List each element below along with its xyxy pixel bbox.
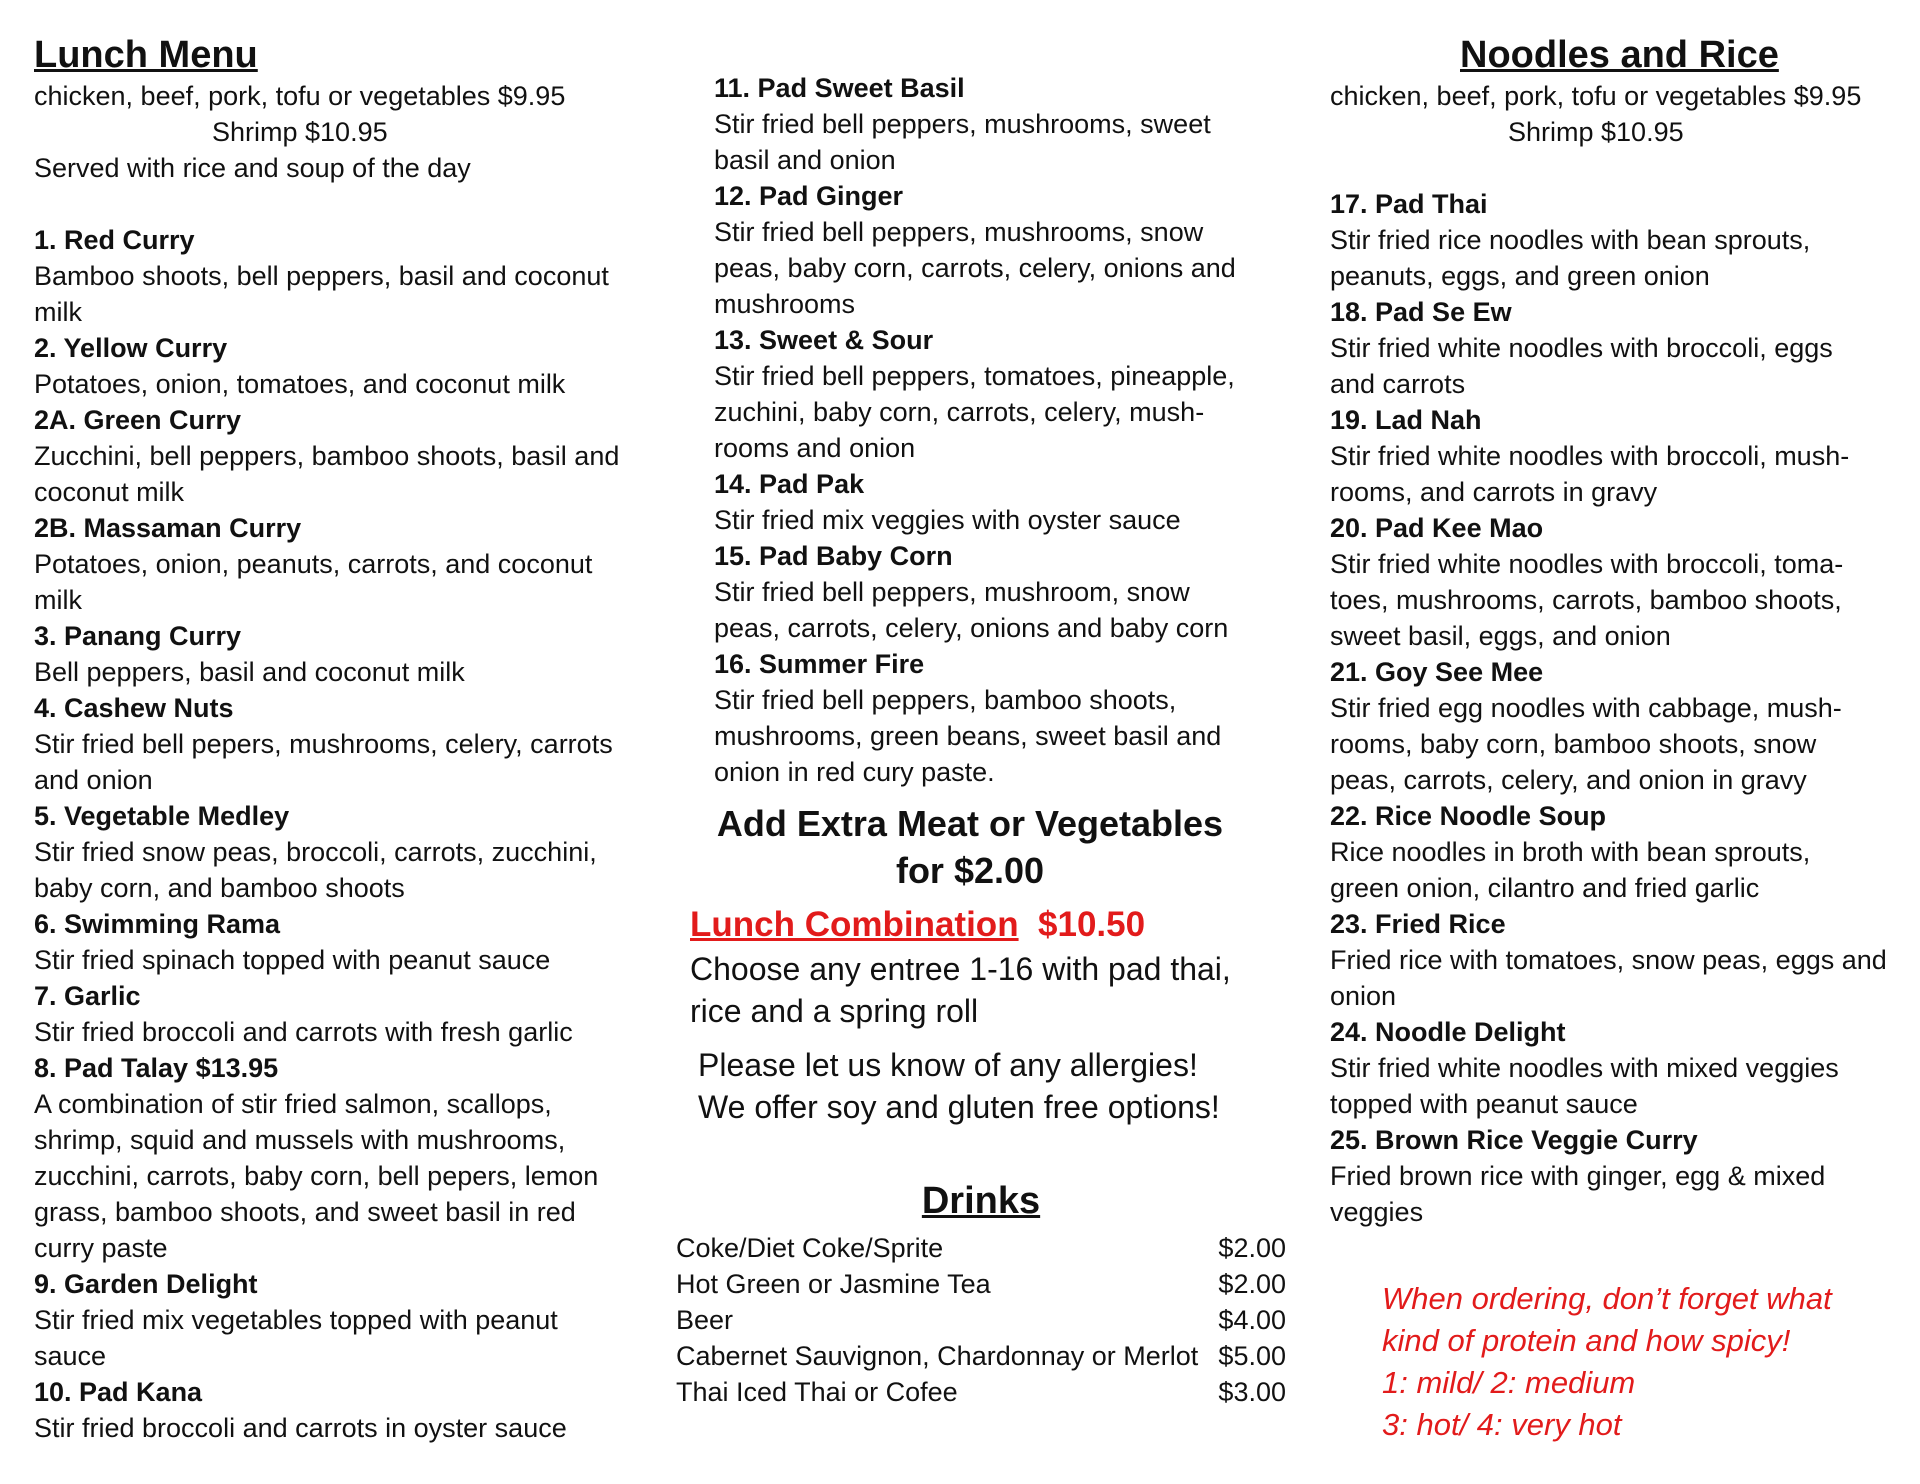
drink-price: $2.00 bbox=[1218, 1269, 1286, 1299]
menu-item-description: Stir fried bell peppers, tomatoes, pineapple, bbox=[714, 361, 1235, 391]
menu-item-description: Zucchini, bell peppers, bamboo shoots, basil and bbox=[34, 441, 620, 471]
drinks-list bbox=[676, 1230, 1286, 1410]
drink-name: Cabernet Sauvignon, Chardonnay or Merlot bbox=[676, 1341, 1199, 1371]
lunch-shrimp-price: Shrimp $10.95 bbox=[212, 117, 388, 147]
menu-item-title: 16. Summer Fire bbox=[714, 649, 925, 679]
drink-name: Hot Green or Jasmine Tea bbox=[676, 1269, 991, 1299]
drink-price: $3.00 bbox=[1218, 1377, 1286, 1407]
menu-item-description: milk bbox=[34, 297, 82, 327]
menu-item-description: Stir fried bell pepers, mushrooms, celery, carrots bbox=[34, 729, 613, 759]
menu-item-title: 10. Pad Kana bbox=[34, 1377, 203, 1407]
menu-item-description: rooms, baby corn, bamboo shoots, snow bbox=[1330, 729, 1817, 759]
lunch-menu-items-continued bbox=[690, 70, 1310, 790]
menu-item-description: peanuts, eggs, and green onion bbox=[1330, 261, 1710, 291]
menu-item-description: rooms and onion bbox=[714, 433, 916, 463]
menu-item-description: sweet basil, eggs, and onion bbox=[1330, 621, 1671, 651]
menu-item-title: 18. Pad Se Ew bbox=[1330, 297, 1512, 327]
drink-price: $4.00 bbox=[1218, 1305, 1286, 1335]
menu-item-description: Stir fried white noodles with broccoli, eggs bbox=[1330, 333, 1833, 363]
spicy-note-line: 3: hot/ 4: very hot bbox=[1382, 1407, 1622, 1442]
menu-item-title: 14. Pad Pak bbox=[714, 469, 865, 499]
menu-item-description: toes, mushrooms, carrots, bamboo shoots, bbox=[1330, 585, 1842, 615]
menu-item-title: 8. Pad Talay $13.95 bbox=[34, 1053, 279, 1083]
menu-item-description: Potatoes, onion, peanuts, carrots, and coconut bbox=[34, 549, 593, 579]
drinks-heading: Drinks bbox=[921, 1180, 1041, 1222]
combo-desc-line2: rice and a spring roll bbox=[690, 993, 979, 1029]
spicy-level-note bbox=[1330, 1278, 1910, 1446]
menu-item-description: Stir fried bell peppers, mushroom, snow bbox=[714, 577, 1190, 607]
menu-item-title: 21. Goy See Mee bbox=[1330, 657, 1544, 687]
menu-item-description: Stir fried spinach topped with peanut sauce bbox=[34, 945, 551, 975]
menu-item-title: 4. Cashew Nuts bbox=[34, 693, 234, 723]
middle-column bbox=[676, 70, 1310, 1410]
drink-row bbox=[676, 1338, 1286, 1374]
noodles-shrimp-price: Shrimp $10.95 bbox=[1508, 117, 1684, 147]
menu-item-description: topped with peanut sauce bbox=[1330, 1089, 1638, 1119]
menu-item-title: 15. Pad Baby Corn bbox=[714, 541, 953, 571]
menu-item-description: peas, carrots, celery, onions and baby corn bbox=[714, 613, 1229, 643]
spicy-note-line: 1: mild/ 2: medium bbox=[1382, 1365, 1636, 1400]
menu-item-description: Stir fried broccoli and carrots with fresh garlic bbox=[34, 1017, 573, 1047]
menu-item-description: Stir fried mix veggies with oyster sauce bbox=[714, 505, 1181, 535]
noodles-rice-column bbox=[1330, 32, 1910, 1446]
menu-item-description: Fried brown rice with ginger, egg & mixed bbox=[1330, 1161, 1826, 1191]
drink-row bbox=[676, 1230, 1286, 1266]
menu-item-title: 2A. Green Curry bbox=[34, 405, 242, 435]
menu-item-description: mushrooms bbox=[714, 289, 856, 319]
menu-item-title: 7. Garlic bbox=[34, 981, 141, 1011]
drink-name: Beer bbox=[676, 1305, 734, 1335]
spicy-note-line: When ordering, don’t forget what bbox=[1382, 1281, 1832, 1316]
menu-item-title: 20. Pad Kee Mao bbox=[1330, 513, 1544, 543]
extra-meat-title: Add Extra Meat or Vegetables bbox=[716, 803, 1224, 844]
menu-item-title: 6. Swimming Rama bbox=[34, 909, 281, 939]
menu-item-title: 25. Brown Rice Veggie Curry bbox=[1330, 1125, 1698, 1155]
menu-item-description: mushrooms, green beans, sweet basil and bbox=[714, 721, 1222, 751]
lunch-price-line: chicken, beef, pork, tofu or vegetables $9.95 bbox=[34, 81, 566, 111]
menu-item-description: Stir fried snow peas, broccoli, carrots, zucchini, bbox=[34, 837, 597, 867]
combo-label: Lunch Combination bbox=[690, 905, 1019, 944]
noodles-menu-items bbox=[1330, 186, 1910, 1230]
menu-item-title: 2. Yellow Curry bbox=[34, 333, 228, 363]
menu-item-description: Fried rice with tomatoes, snow peas, eggs and bbox=[1330, 945, 1887, 975]
menu-item-title: 11. Pad Sweet Basil bbox=[714, 73, 965, 103]
menu-item-description: peas, baby corn, carrots, celery, onions and bbox=[714, 253, 1236, 283]
menu-item-description: green onion, cilantro and fried garlic bbox=[1330, 873, 1760, 903]
menu-item-description: onion bbox=[1330, 981, 1397, 1011]
menu-item-description: Stir fried bell peppers, mushrooms, snow bbox=[714, 217, 1204, 247]
drink-price: $5.00 bbox=[1218, 1341, 1286, 1371]
menu-item-title: 17. Pad Thai bbox=[1330, 189, 1488, 219]
menu-item-description: Stir fried rice noodles with bean sprouts, bbox=[1330, 225, 1811, 255]
menu-item-description: baby corn, and bamboo shoots bbox=[34, 873, 405, 903]
menu-item-title: 22. Rice Noodle Soup bbox=[1330, 801, 1607, 831]
noodles-price-line: chicken, beef, pork, tofu or vegetables $9.95 bbox=[1330, 81, 1862, 111]
allergy-note-1: Please let us know of any allergies! bbox=[698, 1047, 1198, 1083]
menu-item-description: basil and onion bbox=[714, 145, 896, 175]
menu-item-description: Stir fried white noodles with broccoli, mush- bbox=[1330, 441, 1850, 471]
menu-item-description: Bamboo shoots, bell peppers, basil and coconut bbox=[34, 261, 609, 291]
menu-item-description: peas, carrots, celery, and onion in gravy bbox=[1330, 765, 1807, 795]
menu-item-description: Stir fried mix vegetables topped with peanut bbox=[34, 1305, 558, 1335]
combo-desc-line1: Choose any entree 1-16 with pad thai, bbox=[690, 951, 1231, 987]
menu-item-description: onion in red cury paste. bbox=[714, 757, 995, 787]
menu-item-description: shrimp, squid and mussels with mushrooms, bbox=[34, 1125, 566, 1155]
menu-item-description: curry paste bbox=[34, 1233, 168, 1263]
lunch-combination bbox=[690, 902, 1310, 948]
menu-item-description: zuchini, baby corn, carrots, celery, mush- bbox=[714, 397, 1205, 427]
menu-item-description: Stir fried white noodles with mixed veggies bbox=[1330, 1053, 1839, 1083]
drink-name: Coke/Diet Coke/Sprite bbox=[676, 1233, 944, 1263]
menu-item-description: and carrots bbox=[1330, 369, 1466, 399]
drink-row bbox=[676, 1374, 1286, 1410]
lunch-served-note: Served with rice and soup of the day bbox=[34, 153, 471, 183]
spicy-note-line: kind of protein and how spicy! bbox=[1382, 1323, 1791, 1358]
menu-item-description: Potatoes, onion, tomatoes, and coconut milk bbox=[34, 369, 566, 399]
allergy-note-2: We offer soy and gluten free options! bbox=[698, 1089, 1220, 1125]
menu-item-title: 3. Panang Curry bbox=[34, 621, 242, 651]
menu-item-description: coconut milk bbox=[34, 477, 185, 507]
menu-item-description: Stir fried bell peppers, mushrooms, sweet bbox=[714, 109, 1211, 139]
menu-item-title: 23. Fried Rice bbox=[1330, 909, 1506, 939]
drink-row bbox=[676, 1266, 1286, 1302]
menu-item-title: 12. Pad Ginger bbox=[714, 181, 904, 211]
menu-item-title: 2B. Massaman Curry bbox=[34, 513, 302, 543]
menu-item-description: rooms, and carrots in gravy bbox=[1330, 477, 1658, 507]
menu-item-description: milk bbox=[34, 585, 82, 615]
menu-item-description: Stir fried white noodles with broccoli, toma- bbox=[1330, 549, 1844, 579]
menu-item-description: veggies bbox=[1330, 1197, 1424, 1227]
menu-item-description: A combination of stir fried salmon, scallops, bbox=[34, 1089, 552, 1119]
menu-item-description: Stir fried bell peppers, bamboo shoots, bbox=[714, 685, 1177, 715]
menu-item-description: Stir fried broccoli and carrots in oyster sauce bbox=[34, 1413, 567, 1443]
lunch-menu-heading: Lunch Menu bbox=[34, 34, 258, 76]
menu-item-description: Stir fried egg noodles with cabbage, mush- bbox=[1330, 693, 1842, 723]
menu-item-description: zucchini, carrots, baby corn, bell pepers, lemon bbox=[34, 1161, 599, 1191]
menu-item-description: grass, bamboo shoots, and sweet basil in red bbox=[34, 1197, 576, 1227]
menu-item-description: Rice noodles in broth with bean sprouts, bbox=[1330, 837, 1811, 867]
drink-name: Thai Iced Thai or Cofee bbox=[676, 1377, 958, 1407]
menu-item-title: 24. Noodle Delight bbox=[1330, 1017, 1566, 1047]
lunch-menu-items bbox=[34, 222, 654, 1446]
menu-item-title: 9. Garden Delight bbox=[34, 1269, 258, 1299]
menu-item-description: Bell peppers, basil and coconut milk bbox=[34, 657, 465, 687]
menu-item-title: 19. Lad Nah bbox=[1330, 405, 1482, 435]
menu-item-description: sauce bbox=[34, 1341, 107, 1371]
extra-meat-price: for $2.00 bbox=[895, 850, 1045, 891]
noodles-rice-heading: Noodles and Rice bbox=[1460, 34, 1779, 76]
lunch-menu-column bbox=[34, 32, 654, 1446]
drink-row bbox=[676, 1302, 1286, 1338]
menu-item-title: 13. Sweet & Sour bbox=[714, 325, 934, 355]
menu-item-title: 1. Red Curry bbox=[34, 225, 195, 255]
extra-section bbox=[690, 800, 1250, 894]
menu-item-description: and onion bbox=[34, 765, 153, 795]
combo-price: $10.50 bbox=[1038, 905, 1146, 944]
menu-item-title: 5. Vegetable Medley bbox=[34, 801, 290, 831]
drink-price: $2.00 bbox=[1218, 1233, 1286, 1263]
